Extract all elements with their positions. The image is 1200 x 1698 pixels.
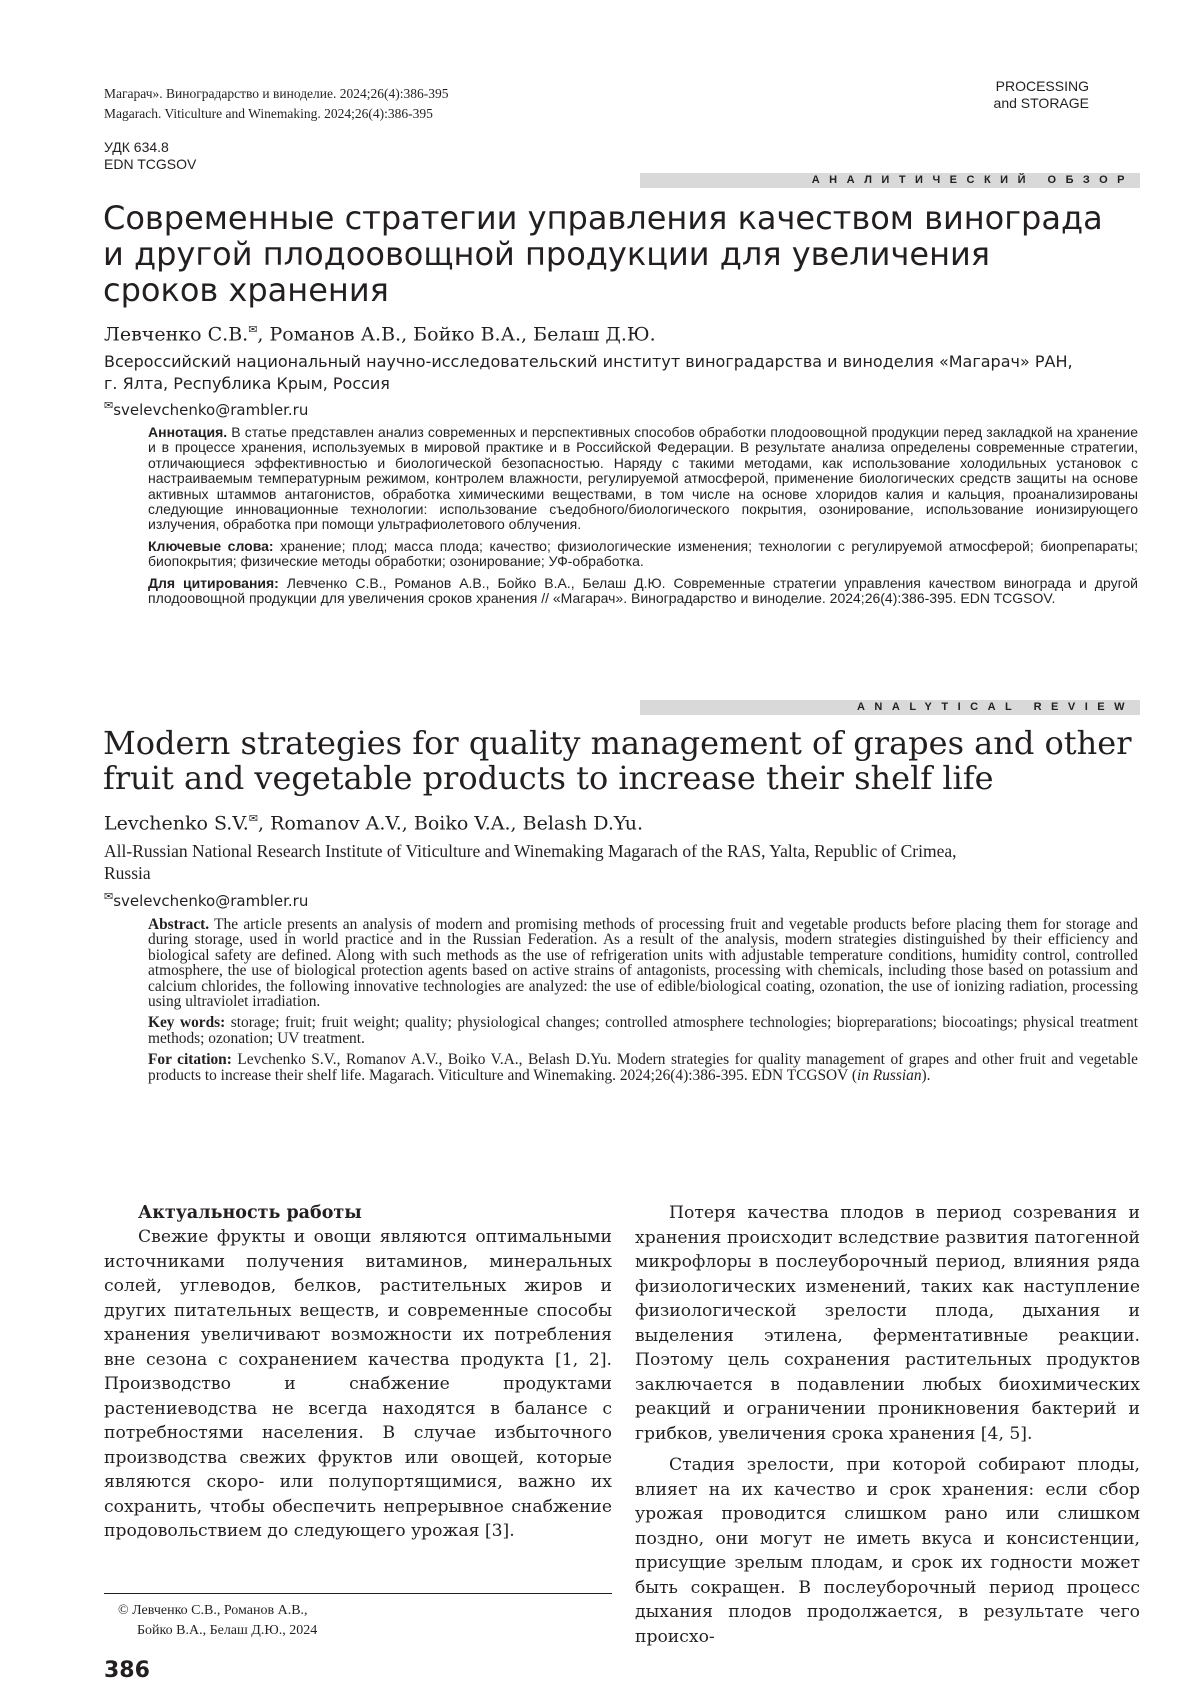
copyright-authors-1: Левченко С.В., Романов А.В., bbox=[132, 1603, 308, 1618]
section-bar-ru bbox=[640, 173, 1140, 188]
body-paragraph: Стадия зрелости, при которой собирают плоды, влияет на их качество и срок хранения: если сбор урожая проводится слишком рано или слишком поздно, они могут не иметь вкуса и консистенции, присущие зрелым плодам, и срок их годности может быть сокращен. В послеуборочный период процесс дыхания плодов продолжается, в результате чего происхо- bbox=[635, 1455, 1140, 1647]
title-en-line: fruit and vegetable products to increase their shelf life bbox=[103, 759, 994, 797]
edn-code: EDN TCGSOV bbox=[104, 156, 197, 172]
page-number: 386 bbox=[104, 1658, 150, 1683]
abstract-ru bbox=[148, 425, 1138, 533]
journal-line-ru: Магарач». Виноградарство и виноделие. 2024;26(4):386-395 bbox=[104, 86, 449, 101]
copyright-symbol: © bbox=[118, 1603, 129, 1618]
affiliation-en bbox=[104, 840, 1134, 884]
email-en-text[interactable]: svelevchenko@rambler.ru bbox=[113, 892, 309, 910]
section-header-line2: and STORAGE bbox=[993, 95, 1089, 111]
affiliation-en-line: Russia bbox=[104, 863, 151, 883]
keywords-text-en: storage; fruit; fruit weight; quality; physiological changes; controlled atmosphere technologies; biopreparations; biocoatings; physical treatment methods; ozonation; UV treatment. bbox=[148, 1014, 1138, 1047]
title-ru-line: и другой плодоовощной продукции для увеличения bbox=[103, 235, 991, 273]
citation-label-en: For citation: bbox=[148, 1051, 232, 1069]
keywords-text-ru: хранение; плод; масса плода; качество; физиологические изменения; технологии с регулируемой атмосферой; биопрепараты; биопокрытия; физические методы обработки; озонирование; УФ-обработка. bbox=[148, 537, 1139, 570]
section-bar-en bbox=[640, 700, 1140, 715]
section-header-line1: PROCESSING bbox=[995, 78, 1089, 94]
abstract-label-en: Abstract. bbox=[148, 916, 210, 933]
title-en-line: Modern strategies for quality management of grapes and other bbox=[103, 724, 1132, 762]
authors-ru bbox=[104, 319, 656, 345]
title-en bbox=[103, 726, 1153, 796]
keywords-label-en: Key words: bbox=[148, 1014, 226, 1032]
abstract-block-en bbox=[148, 917, 1138, 1089]
envelope-icon: ✉ bbox=[248, 812, 258, 825]
section-label-ru: АНАЛИТИЧЕСКИЙ ОБЗОР bbox=[811, 174, 1134, 186]
udk-code: УДК 634.8 bbox=[104, 139, 169, 155]
abstract-text-ru: В статье представлен анализ современных и перспективных способов обработки плодоовощной продукции перед закладкой на хранение и в процессе хранения, используемых в мировой практике и в Российской Федерации. В результате анализа определены современные стратегии, отличающиеся эффективностью и биологической безопасностью. Наряду с такими методами, как использование холодильных установок с настраиваемым температурным режимом, контролем влажности, регулируемой атмосферой, применение биологических средств защиты на основе активных штаммов антагонистов, обработка химическими веществами, в том числе на основе хлоридов калия и кальция, проанализированы следующие инновационные технологии: использование съедобного/биологического покрытия, озонирование, использование ионизирующего излучения, обработка при помощи ультрафиолетового облучения. bbox=[148, 424, 1138, 533]
citation-en bbox=[148, 1052, 1138, 1083]
keywords-label-ru: Ключевые слова: bbox=[148, 537, 274, 554]
abstract-en bbox=[148, 917, 1138, 1009]
citation-end-en: ). bbox=[921, 1066, 931, 1084]
affiliation-ru-line: г. Ялта, Республика Крым, Россия bbox=[104, 374, 390, 393]
envelope-icon: ✉ bbox=[104, 890, 114, 903]
journal-header bbox=[104, 84, 449, 124]
body-paragraph: Потеря качества плодов в период созревания и хранения происходит вследствие развития патогенной микрофлоры в послеуборочный период, влияния ряда физиологических изменений, таких как наступление физиологической зрелости плода, дыхания и выделения этилена, ферментативные реакции. Поэтому цель сохранения растительных продуктов заключается в подавлении любых биохимических реакций и ограничении проникновения бактерий и грибков, увеличения срока хранения [4, 5]. bbox=[635, 1203, 1140, 1444]
authors-en bbox=[104, 808, 643, 834]
authors-rest-en: , Romanov A.V., Boiko V.A., Belash D.Yu. bbox=[257, 812, 644, 835]
envelope-icon: ✉ bbox=[248, 323, 258, 336]
title-ru-line: сроков хранения bbox=[103, 271, 389, 309]
keywords-ru bbox=[148, 539, 1138, 570]
copyright-line1 bbox=[118, 1601, 317, 1621]
authors-rest-ru: , Романов А.В., Бойко В.А., Белаш Д.Ю. bbox=[257, 323, 656, 346]
body-column-left bbox=[104, 1201, 612, 1544]
footnote-rule bbox=[104, 1593, 612, 1594]
affiliation-ru-line: Всероссийский национальный научно-исследовательский институт виноградарства и виноделия «Магарач» РАН, bbox=[104, 352, 1073, 371]
email-en bbox=[104, 888, 308, 910]
title-ru-line: Современные стратегии управления качеством винограда bbox=[103, 199, 1103, 237]
email-ru-text[interactable]: svelevchenko@rambler.ru bbox=[113, 401, 309, 419]
copyright-line2: Бойко В.А., Белаш Д.Ю., 2024 bbox=[137, 1623, 318, 1638]
citation-label-ru: Для цитирования: bbox=[148, 574, 279, 591]
copyright-footnote bbox=[118, 1601, 317, 1641]
citation-italic-en: in Russian bbox=[856, 1066, 922, 1084]
citation-ru bbox=[148, 576, 1138, 607]
abstract-text-en: The article presents an analysis of modern and promising methods of processing fruit and vegetable products before placing them for storage and during storage, used in world practice and in the Russian Federation. As a result of the analysis, modern strategies distinguished by their efficiency and biological safety are defined. Along with such methods as the use of refrigeration units with adjustable temperature conditions, humidity control, controlled atmosphere, the use of biological protection agents based on active strains of antagonists, processing with chemicals, including those based on potassium and calcium chlorides, the following innovative technologies are analyzed: the use of edible/biological coating, ozonation, the use of ionizing radiation, processing using ultraviolet irradiation. bbox=[148, 916, 1138, 1011]
author-first-en: Levchenko S.V. bbox=[104, 812, 249, 835]
section-heading: Актуальность работы bbox=[138, 1203, 362, 1223]
abstract-label-ru: Аннотация. bbox=[148, 424, 228, 440]
author-first-ru: Левченко С.В. bbox=[104, 323, 249, 346]
abstract-block-ru bbox=[148, 425, 1138, 612]
journal-line-en: Magarach. Viticulture and Winemaking. 2024;26(4):386-395 bbox=[104, 106, 433, 121]
affiliation-en-line: All-Russian National Research Institute of Viticulture and Winemaking Magarach of the RAS, Yalta, Republic of Crimea, bbox=[104, 841, 957, 861]
body-column-right bbox=[635, 1201, 1140, 1649]
identifiers bbox=[104, 139, 196, 173]
envelope-icon: ✉ bbox=[104, 399, 114, 412]
affiliation-ru bbox=[104, 351, 1134, 395]
title-ru bbox=[103, 200, 1143, 308]
section-label-en: ANALYTICAL REVIEW bbox=[856, 701, 1134, 713]
keywords-en bbox=[148, 1015, 1138, 1046]
body-paragraph: Свежие фрукты и овощи являются оптимальными источниками получения витаминов, минеральных солей, углеводов, белков, растительных жиров и других питательных веществ, и современные способы хранения увеличивают возможности их потребления вне сезона с сохранением качества продукта [1, 2]. Производство и снабжение продуктами растениеводства не всегда находятся в балансе с потребностями населения. В случае избыточного производства свежих фруктов или овощей, которые являются скоро- или полупортящимися, важно их сохранить, чтобы обеспечить непрерывное снабжение продовольствием до следующего урожая [3]. bbox=[104, 1227, 612, 1541]
section-header bbox=[994, 78, 1089, 112]
email-ru bbox=[104, 397, 308, 419]
citation-text-ru: Левченко С.В., Романов А.В., Бойко В.А., Белаш Д.Ю. Современные стратегии управления качеством винограда и другой плодоовощной продукции для увеличения сроков хранения // «Магарач». Виноградарство и виноделие. 2024;26(4):386-395. EDN TCGSOV. bbox=[148, 574, 1138, 607]
citation-text-en: Levchenko S.V., Romanov A.V., Boiko V.A., Belash D.Yu. Modern strategies for quality management of grapes and other fruit and vegetable products to increase their shelf life. Magarach. Viticulture and Winemaking. 2024;26(4):386-395. EDN TCGSOV ( bbox=[148, 1051, 1138, 1084]
